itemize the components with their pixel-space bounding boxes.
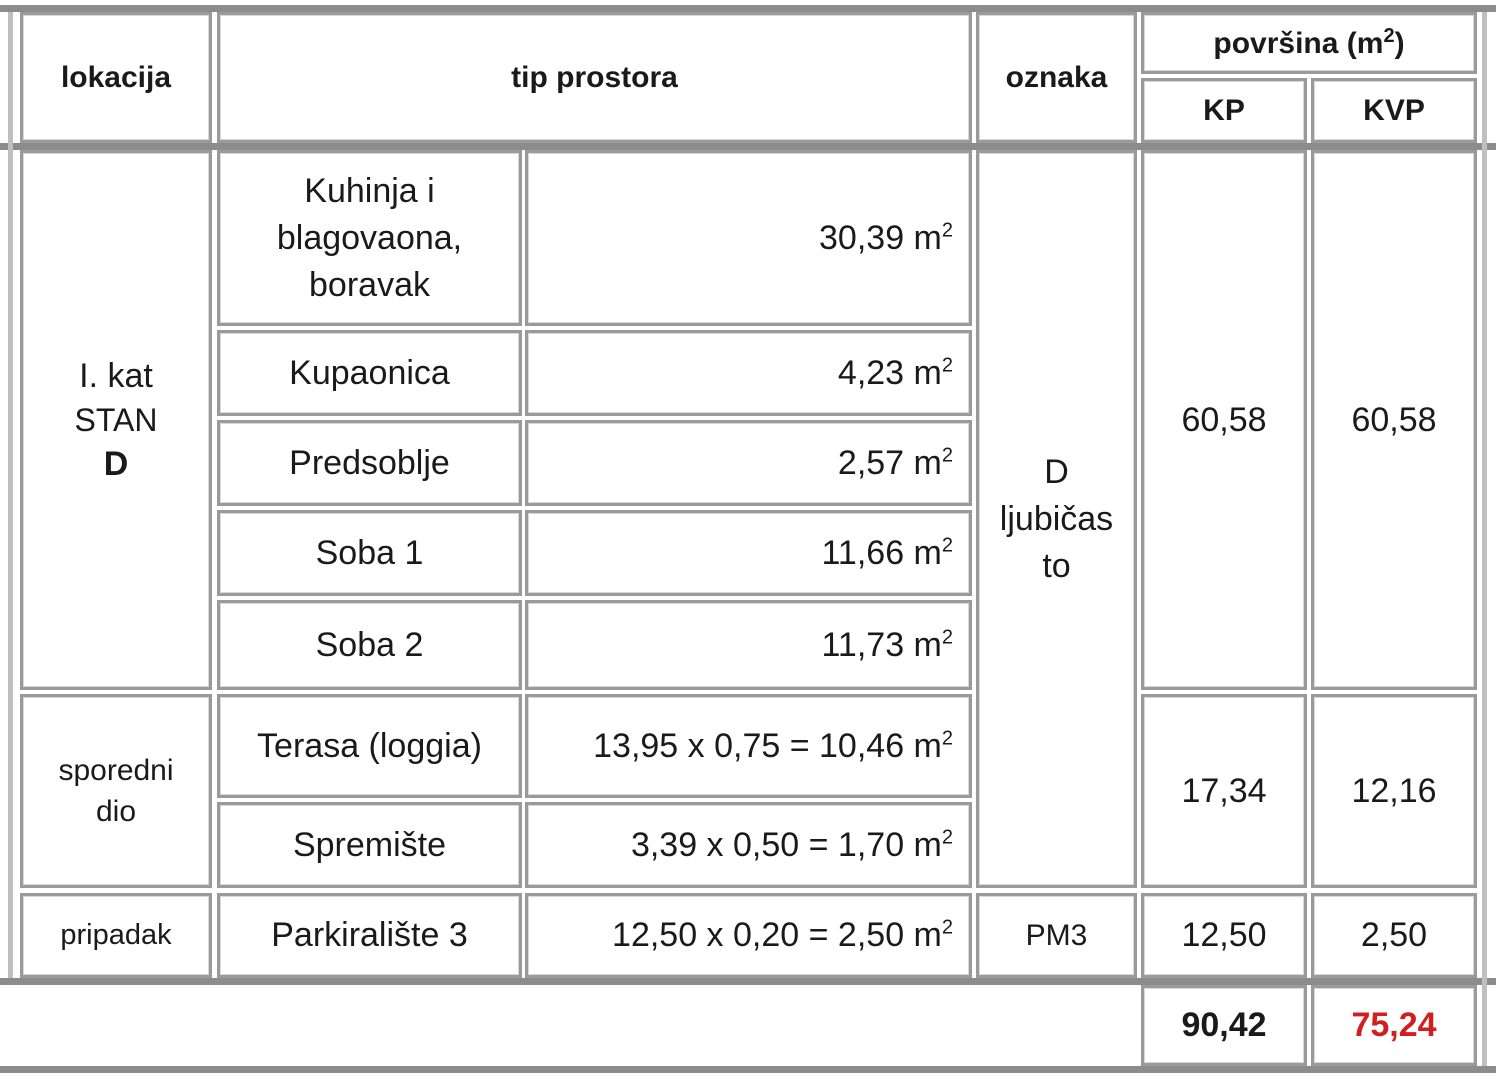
right-edge-line: [1482, 12, 1487, 1066]
room-name-predsoblje: Predsoblje: [217, 420, 522, 506]
room-area-terasa: 13,95 x 0,75 = 10,46 $m^2$: [525, 694, 972, 798]
top-border-line: [0, 5, 1496, 12]
room-name-parkiraliste: Parkiralište 3: [217, 893, 522, 978]
kvp-sporedni-dio: 12,16: [1311, 694, 1477, 888]
header-oznaka: oznaka: [976, 12, 1137, 143]
location-stan-d: I. kat STAN D: [20, 150, 212, 690]
kvp-stan-d: 60,58: [1311, 150, 1477, 690]
room-area-spremiste: 3,39 x 0,50 = 1,70 $m^2$: [525, 802, 972, 888]
room-name-spremiste: Spremište: [217, 802, 522, 888]
room-area-kuhinja: 30,39 $m^2$: [525, 150, 972, 326]
table-bottom-line: [0, 978, 1496, 985]
room-name-soba-2: Soba 2: [217, 600, 522, 690]
total-kvp: 75,24: [1311, 985, 1477, 1066]
room-area-soba-1: 11,66 $m^2$: [525, 510, 972, 596]
header-tip-prostora: tip prostora: [217, 12, 972, 143]
location-sporedni-dio: sporedni dio: [20, 694, 212, 888]
left-edge-line: [8, 12, 13, 978]
header-lokacija: lokacija: [20, 12, 212, 143]
room-area-predsoblje: 2,57 $m^2$: [525, 420, 972, 506]
kp-stan-d: 60,58: [1141, 150, 1307, 690]
header-kvp: KVP: [1311, 78, 1477, 143]
oznaka-pm3: PM3: [976, 893, 1137, 978]
total-kp: 90,42: [1141, 985, 1307, 1066]
header-kp: KP: [1141, 78, 1307, 143]
totals-bottom-line: [0, 1066, 1496, 1073]
room-name-soba-1: Soba 1: [217, 510, 522, 596]
kvp-pripadak: 2,50: [1311, 893, 1477, 978]
room-area-kupaonica: 4,23 $m^2$: [525, 330, 972, 416]
room-name-kuhinja: Kuhinja i blagovaona, boravak: [217, 150, 522, 326]
oznaka-d-ljubicasto: D ljubičas to: [976, 150, 1137, 888]
header-povrsina: [1141, 12, 1477, 74]
room-area-soba-2: 11,73 $m^2$: [525, 600, 972, 690]
header-bottom-line: [0, 143, 1496, 150]
room-name-kupaonica: Kupaonica: [217, 330, 522, 416]
location-pripadak: pripadak: [20, 893, 212, 978]
kp-pripadak: 12,50: [1141, 893, 1307, 978]
room-name-terasa: Terasa (loggia): [217, 694, 522, 798]
kp-sporedni-dio: 17,34: [1141, 694, 1307, 888]
room-area-parkiraliste: 12,50 x 0,20 = 2,50 $m^2$: [525, 893, 972, 978]
header-povrsina-text: površina $(m^2)$: [1213, 24, 1405, 60]
